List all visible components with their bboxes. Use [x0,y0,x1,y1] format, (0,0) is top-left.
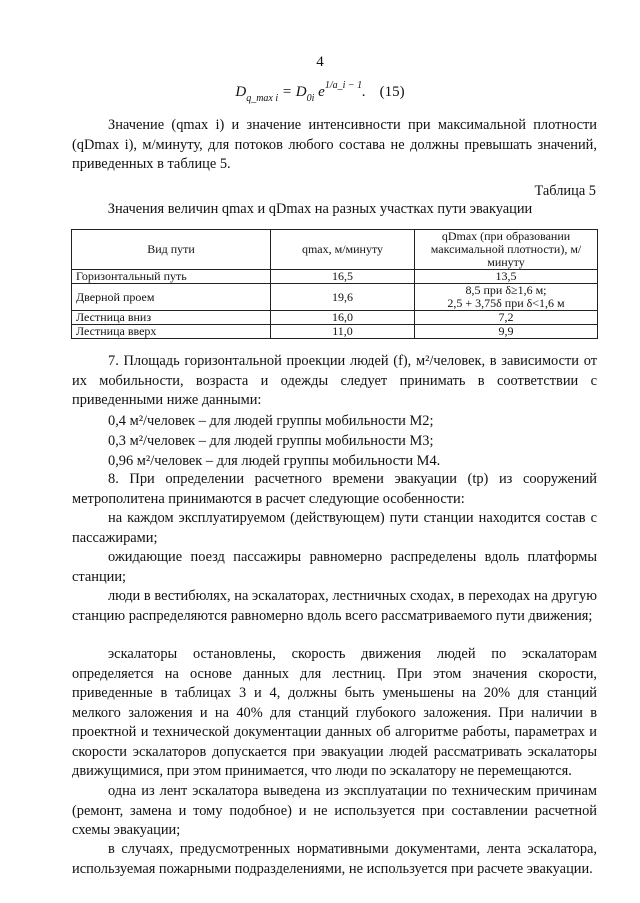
cell-qdmax-line1: 8,5 при δ≥1,6 м; [465,283,547,297]
table-row [72,270,598,284]
paragraph-1: Значение (qmax i) и значение интенсивности при максимальной плотности (qDmax i), м/минуту, для потоков любого состава не должны превышать значений, приведенных в таблице 5. [72,117,597,172]
feature-6: в случаях, предусмотренных нормативными документами, лента эскалатора, используемая пожарными подразделениями, не используется при расчете эвакуации. [72,841,597,877]
cell-qmax: 16,5 [271,270,415,284]
formula-rhs-sub: 0i [306,93,315,104]
mobility-item: 0,96 м²/человек – для людей группы мобильности М4. [108,453,441,469]
formula-number: (15) [379,84,405,100]
table-title: Значения величин qmax и qDmax на разных участках пути эвакуации [107,201,533,217]
values-table [71,229,598,339]
page-number: 4 [316,54,324,70]
mobility-item: 0,3 м²/человек – для людей группы мобильности М3; [108,433,434,449]
cell-qdmax [415,284,598,311]
feature-1: на каждом эксплуатируемом (действующем) пути станции находится состав с пассажирами; [72,510,597,546]
mobility-list [72,411,597,471]
header-qdmax: qDmax (при образовании максимальной плотности), м/минуту [415,230,598,270]
table-row [72,325,598,339]
header-qmax: qmax, м/минуту [271,230,415,270]
formula-eq: = D [281,84,307,100]
table-row [72,311,598,325]
paragraph-7: 7. Площадь горизонтальной проекции людей (f), м²/человек, в зависимости от их мобильности, возраста и одежды следует принимать в соответствии с приведенными ниже данными: [72,353,597,408]
formula-lhs-sub: q_max i [246,93,279,104]
cell-qmax: 16,0 [271,311,415,325]
cell-type: Лестница вниз [72,311,271,325]
cell-qdmax: 9,9 [415,325,598,339]
formula-lhs: D [235,84,247,100]
feature-3: люди в вестибюлях, на эскалаторах, лестничных сходах, в переходах на другую станцию распределяются равномерно вдоль всего рассматриваемого пути движения; [72,588,597,624]
cell-qdmax: 13,5 [415,270,598,284]
cell-type: Лестница вверх [72,325,271,339]
formula-e: e [318,84,325,100]
table-label: Таблица 5 [534,183,596,199]
table-row [72,284,598,311]
formula-exponent: 1/a_i − 1 [324,80,363,91]
formula-15: $D_{q\_max i} = D_{0i}$ $e^{1/a\_i - 1}$. (15) [235,80,405,104]
feature-4: эскалаторы остановлены, скорость движения людей по эскалаторам определяется на основе данных для лестниц. При этом значения скорости, приведенные в таблицах 3 и 4, должны быть уменьшены на 20% для станций мелкого заложения и на 40% для станций глубокого заложения. При наличии в проектной и технической документации данных об алгоритме работы, параметрах и скорости эскалаторов допускается при эвакуации людей рассматривать эскалаторы движущимися, при этом принимается, что люди по эскалатору не перемещаются. [72,646,597,779]
cell-qmax: 11,0 [271,325,415,339]
cell-qdmax-line2: 2,5 + 3,75δ при δ<1,6 м [447,296,565,310]
header-path-type: Вид пути [72,230,271,270]
mobility-item: 0,4 м²/человек – для людей группы мобильности М2; [108,413,434,429]
cell-qdmax: 7,2 [415,311,598,325]
cell-type: Горизонтальный путь [72,270,271,284]
paragraph-8: 8. При определении расчетного времени эвакуации (tр) из сооружений метрополитена принимаются в расчет следующие особенности: [72,471,597,507]
feature-5: одна из лент эскалатора выведена из эксплуатации по техническим причинам (ремонт, замена и тому подобное) и не используется при составлении расчетной схемы эвакуации; [72,783,597,838]
feature-2: ожидающие поезд пассажиры равномерно распределены вдоль платформы станции; [72,549,597,585]
cell-qmax: 19,6 [271,284,415,311]
table-header-row [72,230,598,270]
cell-type: Дверной проем [72,284,271,311]
